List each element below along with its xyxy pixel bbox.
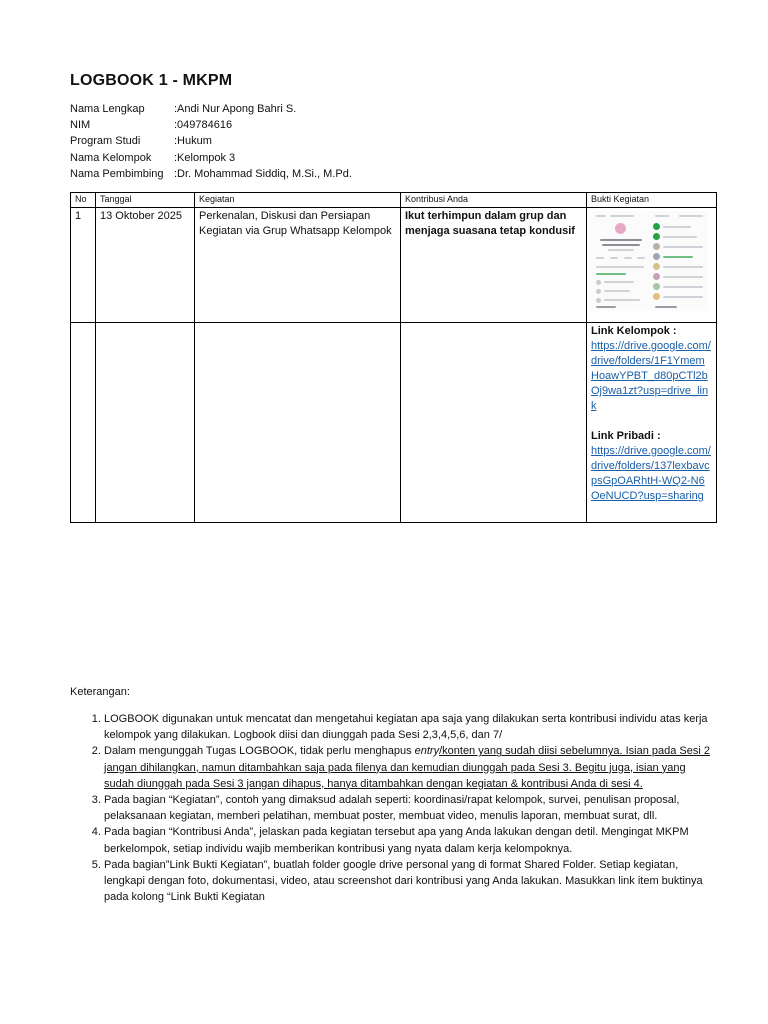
info-value: :Dr. Mohammad Siddiq, M.Si., M.Pd. <box>174 167 352 180</box>
header-bukti: Bukti Kegiatan <box>587 193 717 208</box>
info-value: :Kelompok 3 <box>174 151 236 164</box>
link-pribadi[interactable]: https://drive.google.com/drive/folders/137lexbavcpsGpOARhtH-WQ2-N6OeNUCD?usp=sharing <box>591 445 711 502</box>
header-kegiatan: Kegiatan <box>195 193 401 208</box>
list-item: 4. Pada bagian “Kontribusi Anda”, jelaskan pada kegiatan tersebut apa yang Anda lakukan dengan detil. Mengingat MKPM berkelompok, setiap individu wajib memberikan kontribusi yang nyata dalam kerja kelompoknya. <box>104 824 716 856</box>
member-avatar-icon <box>653 253 660 260</box>
cell-no: 1 <box>71 208 96 323</box>
table-header-row <box>71 193 717 208</box>
member-avatar-icon <box>653 263 660 270</box>
logbook-table <box>70 192 717 523</box>
document-title: LOGBOOK 1 - MKPM <box>70 72 233 89</box>
cell-kegiatan: Perkenalan, Diskusi dan Persiapan Kegiatan via Grup Whatsapp Kelompok <box>195 208 401 323</box>
notes-heading: Keterangan: <box>70 686 130 698</box>
notes-section <box>70 686 716 905</box>
info-label: Nama Kelompok <box>70 151 152 164</box>
cell-kegiatan-empty <box>195 323 401 523</box>
member-avatar-icon <box>653 283 660 290</box>
whatsapp-icon <box>653 223 660 230</box>
group-avatar-icon <box>615 223 626 234</box>
table-row <box>71 208 717 323</box>
list-item: 1. LOGBOOK digunakan untuk mencatat dan mengetahui kegiatan apa saja yang dilakukan serta kontribusi individu atas kerja kelompok yang dilakukan. Logbook diisi dan diunggah pada Sesi 2,3,4,5,6, dan 7/ <box>104 711 716 743</box>
link-kelompok[interactable]: https://drive.google.com/drive/folders/1F1YmemHoawYPBT_d80pCTl2bOj9wa1zt?usp=drive_link <box>591 340 711 412</box>
cell-tanggal: 13 Oktober 2025 <box>96 208 195 323</box>
link-pribadi-label: Link Pribadi : <box>591 430 661 442</box>
member-avatar-icon <box>653 293 660 300</box>
cell-kontribusi: Ikut terhimpun dalam grup dan menjaga suasana tetap kondusif <box>401 208 587 323</box>
info-value: :Andi Nur Apong Bahri S. <box>174 103 297 115</box>
note-text: Dalam mengunggah Tugas LOGBOOK, tidak perlu menghapus <box>104 745 415 758</box>
evidence-screenshot[interactable] <box>590 211 708 311</box>
member-avatar-icon <box>653 243 660 250</box>
list-item: 3. Pada bagian “Kegiatan”, contoh yang dimaksud adalah seperti: koordinasi/rapat kelompok, survei, penulisan proposal, pelaksanaan kegiatan, memberi pelatihan, membuat poster, membuat video, menulis laporan, membuat surat, dll. <box>104 792 716 824</box>
table-row <box>71 323 717 523</box>
notes-list <box>70 711 716 905</box>
cell-kontribusi-empty <box>401 323 587 523</box>
note-underlined: /konten yang sudah diisi sebelumnya. Isian pada Sesi 2 jangan dihilangkan, namun ditambahkan saja pada filenya dan kemudian diunggah pada Sesi 3. Begitu juga, isian yang sudah diunggah pada Sesi 3 jangan dihapus, hanya ditambahkan dengan kegiatan & kontribusi Anda di sesi 4. <box>104 745 710 790</box>
info-row-nim <box>70 117 352 133</box>
info-label: Program Studi <box>70 135 141 148</box>
info-label: Nama Pembimbing <box>70 167 164 180</box>
link-kelompok-label: Link Kelompok : <box>591 325 677 337</box>
list-item: 5. Pada bagian”Link Bukti Kegiatan”, buatlah folder google drive personal yang di format Shared Folder. Setiap kegiatan, lengkapi dengan foto, dokumentasi, video, atau screenshot dari kontribusi yang Anda lakukan. Masukkan link item buktinya pada kolong “Link Bukti Kegiatan <box>104 857 716 906</box>
header-tanggal: Tanggal <box>96 193 195 208</box>
info-row-group <box>70 150 352 166</box>
screenshot-member-list <box>651 213 707 309</box>
screenshot-group-info <box>592 213 648 309</box>
info-row-name <box>70 101 352 117</box>
member-avatar-icon <box>653 273 660 280</box>
note-italic: entry <box>414 745 440 758</box>
header-kontribusi: Kontribusi Anda <box>401 193 587 208</box>
info-value: :Hukum <box>174 135 212 148</box>
list-item <box>104 743 716 792</box>
cell-no-empty <box>71 323 96 523</box>
info-label: Nama Lengkap <box>70 103 145 115</box>
cell-links <box>587 323 717 523</box>
header-no: No <box>71 193 96 208</box>
info-label: NIM <box>70 119 91 132</box>
whatsapp-icon <box>653 233 660 240</box>
info-row-supervisor <box>70 166 352 182</box>
student-info <box>70 101 352 182</box>
cell-tanggal-empty <box>96 323 195 523</box>
info-value: :049784616 <box>174 119 233 132</box>
cell-bukti <box>587 208 717 323</box>
info-row-program <box>70 133 352 149</box>
